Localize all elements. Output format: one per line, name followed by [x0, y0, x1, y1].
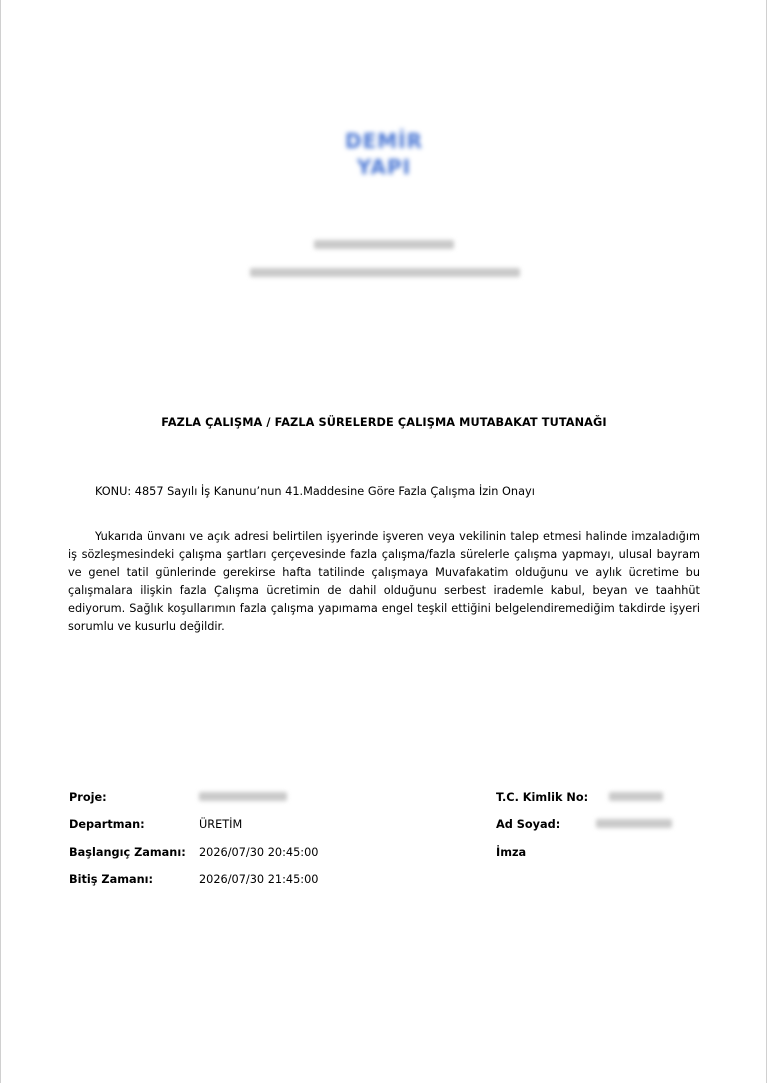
document-subject: KONU: 4857 Sayılı İş Kanunu’nun 41.Maddesine Göre Fazla Çalışma İzin Onayı: [95, 485, 535, 498]
logo-text: DEMİR YAPI: [344, 129, 423, 179]
document-body: Yukarıda ünvanı ve açık adresi belirtilen işyerinde işveren veya vekilinin talep etmesi halinde imzaladığım iş sözleşmesindeki çalışma şartları çerçevesinde fazla çalışma/fazla sürelerle çalışma yapmayı, ulusal bayram ve genel tatil günlerinde gerekirse hafta tatilinde çalışmaya Muvafakatim olduğunu ve aylık ücretime bu çalışmalara ilişkin fazla Çalışma ücretimin de dahil olduğunu serbest irademle kabul, beyan ve taahhüt ediyorum. Sağlık koşullarımın fazla çalışma yapımama engel teşkil ettiğini belgelendiremediğim takdirde işyeri sorumlu ve kusurlu değildir.: [68, 530, 700, 633]
department-label: Departman:: [69, 818, 145, 831]
company-logo: [318, 128, 450, 179]
document-title: FAZLA ÇALIŞMA / FAZLA SÜRELERDE ÇALIŞMA MUTABAKAT TUTANAĞI: [161, 416, 607, 429]
name-value: [596, 819, 672, 828]
company-name: [314, 240, 454, 249]
project-value: [199, 792, 287, 801]
start-time-value: 2026/07/30 20:45:00: [199, 846, 319, 859]
company-address: [250, 268, 520, 277]
tc-id-value: [609, 792, 663, 801]
department-value: ÜRETİM: [199, 818, 243, 831]
project-label: Proje:: [69, 791, 107, 804]
signature-label: İmza: [496, 846, 527, 859]
tc-id-label: T.C. Kimlik No:: [496, 791, 589, 804]
end-time-label: Bitiş Zamanı:: [69, 873, 154, 886]
end-time-value: 2026/07/30 21:45:00: [199, 873, 319, 886]
start-time-label: Başlangıç Zamanı:: [69, 846, 186, 859]
name-label: Ad Soyad:: [496, 818, 561, 831]
